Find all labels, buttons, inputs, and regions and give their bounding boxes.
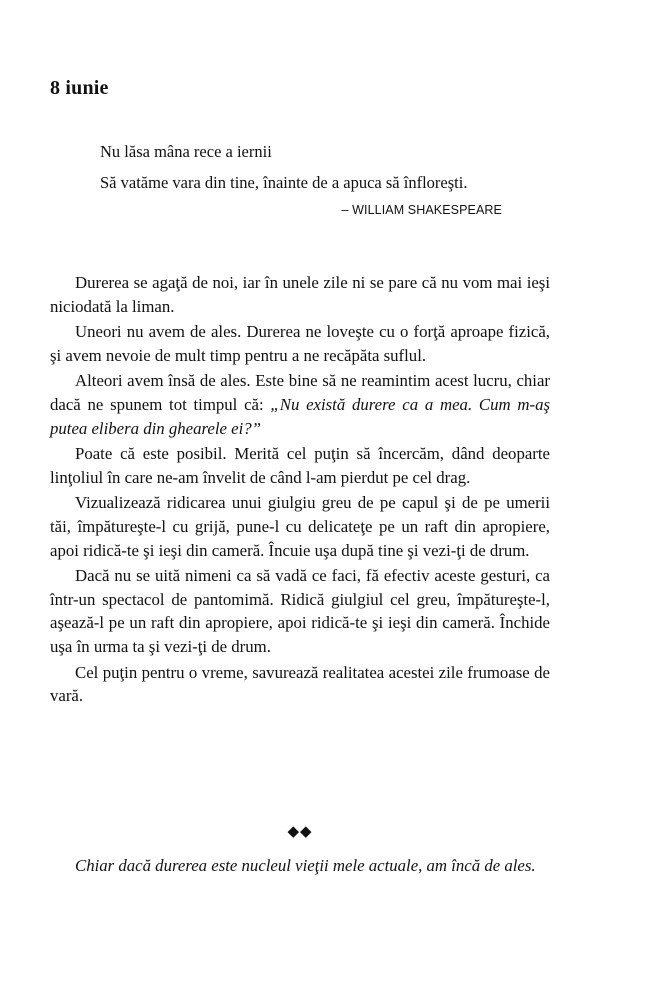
paragraph: Vizualizează ridicarea unui giulgiu greu de pe capul şi de pe umerii tăi, împătureşte-l cu grijă, pune-l cu delicateţe pe un raft din apropiere, apoi ridică-te şi ieşi din cameră. Încuie uşa după tine şi vezi-ţi de drum. bbox=[50, 493, 550, 560]
paragraph: Poate că este posibil. Merită cel puţin să încercăm, dând deoparte linţoliul în care ne-am învelit de când l-am pierdut pe cel drag. bbox=[50, 444, 550, 487]
quoted-thought: „Nu există durere ca a mea. Cum m-aş putea elibera din ghearele ei?” bbox=[50, 394, 550, 438]
paragraph bbox=[50, 369, 550, 440]
paragraph: Dacă nu se uită nimeni ca să vadă ce faci, fă efectiv aceste gesturi, ca într-un spectacol de pantomimă. Ridică giulgiul cel greu, împătureşte-l, aşează-l pe un raft din apropiere, apoi ridică-te şi ieşi din cameră. Închide uşa în urma ta şi vezi-ţi de drum. bbox=[50, 566, 550, 656]
paragraph-text: Alteori avem însă de ales. Este bine să ne reamintim acest lucru, chiar dacă ne spunem tot timpul că: bbox=[50, 371, 550, 414]
paragraph: Durerea se agaţă de noi, iar în unele zile ni se pare că nu vom mai ieşi niciodată la liman. bbox=[50, 273, 550, 316]
epigraph-attribution: – WILLIAM SHAKESPEARE bbox=[341, 203, 502, 217]
epigraph-line: Nu lăsa mâna rece a iernii bbox=[100, 142, 272, 161]
section-divider-ornament: ◆◆ bbox=[287, 822, 313, 840]
closing-affirmation: Chiar dacă durerea este nucleul vieţii mele actuale, am încă de ales. bbox=[75, 856, 536, 875]
paragraph: Uneori nu avem de ales. Durerea ne loveşte cu o forţă aproape fizică, şi avem nevoie de mult timp pentru a ne recăpăta suflul. bbox=[50, 322, 550, 365]
page-title: 8 iunie bbox=[50, 77, 109, 99]
body-text bbox=[50, 271, 550, 710]
paragraph: Cel puţin pentru o vreme, savurează realitatea acestei zile frumoase de vară. bbox=[50, 662, 550, 706]
epigraph-line: Să vatăme vara din tine, înainte de a apuca să înfloreşti. bbox=[100, 173, 468, 192]
epigraph bbox=[100, 141, 510, 193]
